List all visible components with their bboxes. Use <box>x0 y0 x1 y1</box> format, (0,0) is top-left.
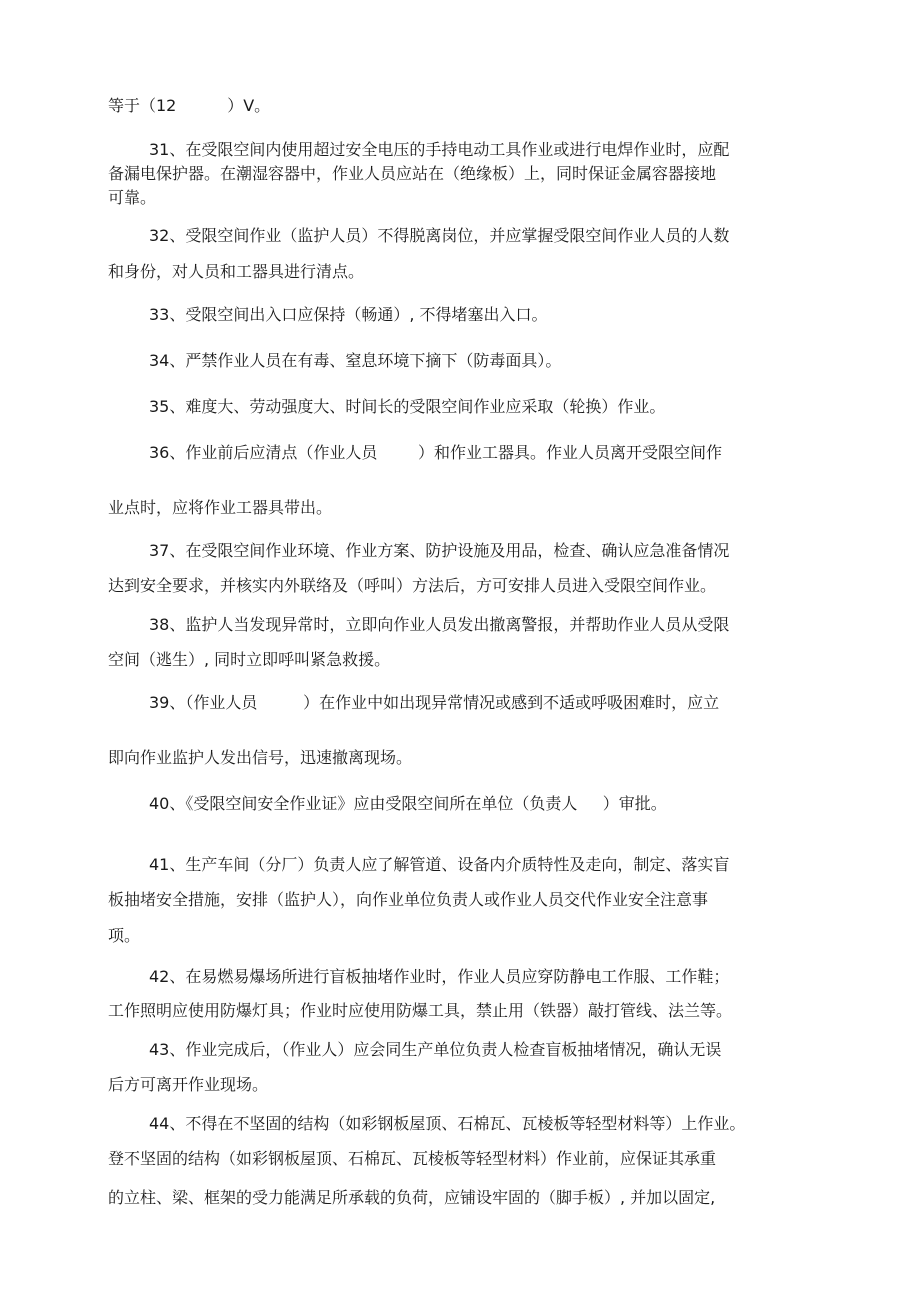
text-line: 业点时，应将作业工器具带出。 <box>108 498 333 517</box>
text-line: 31、在受限空间内使用超过安全电压的手持电动工具作业或进行电焊作业时，应配 <box>149 140 730 159</box>
text-line: 项。 <box>108 926 141 945</box>
text-line: 39、（作业人员 ）在作业中如出现异常情况或感到不适或呼吸困难时，应立 <box>149 693 720 712</box>
text-line: 和身份，对人员和工器具进行清点。 <box>108 262 365 281</box>
text-line: 板抽堵安全措施，安排（监护人），向作业单位负责人或作业人员交代作业安全注意事 <box>108 890 709 909</box>
text-line: 35、难度大、劳动强度大、时间长的受限空间作业应采取（轮换）作业。 <box>149 397 666 416</box>
text-line: 43、作业完成后，（作业人）应会同生产单位负责人检查盲板抽堵情况，确认无误 <box>149 1040 722 1059</box>
text-line: 工作照明应使用防爆灯具；作业时应使用防爆工具，禁止用（铁器）敲打管线、法兰等。 <box>108 1001 733 1020</box>
text-line: 38、监护人当发现异常时，立即向作业人员发出撤离警报，并帮助作业人员从受限 <box>149 615 730 634</box>
text-line: 可靠。 <box>108 188 157 207</box>
text-line: 40、《受限空间安全作业证》应由受限空间所在单位（负责人 ）审批。 <box>149 794 667 813</box>
text-line: 的立柱、梁、框架的受力能满足所承载的负荷，应铺设牢固的（脚手板）, 并加以固定, <box>108 1188 716 1207</box>
text-line: 后方可离开作业现场。 <box>108 1075 269 1094</box>
text-line: 44、不得在不坚固的结构（如彩钢板屋顶、石棉瓦、瓦棱板等轻型材料等）上作业。 <box>149 1114 746 1133</box>
text-line: 42、在易燃易爆场所进行盲板抽堵作业时，作业人员应穿防静电工作服、工作鞋； <box>149 967 730 986</box>
text-line: 32、受限空间作业（监护人员）不得脱离岗位，并应掌握受限空间作业人员的人数 <box>149 226 730 245</box>
text-line: 33、受限空间出入口应保持（畅通）, 不得堵塞出入口。 <box>149 305 548 324</box>
text-line: 备漏电保护器。在潮湿容器中，作业人员应站在（绝缘板）上，同时保证金属容器接地 <box>108 164 717 183</box>
text-line: 37、在受限空间作业环境、作业方案、防护设施及用品，检查、确认应急准备情况 <box>149 541 730 560</box>
text-line: 空间（逃生）, 同时立即呼叫紧急救援。 <box>108 650 391 669</box>
text-line: 达到安全要求，并核实内外联络及（呼叫）方法后，方可安排人员进入受限空间作业。 <box>108 576 717 595</box>
text-line: 登不坚固的结构（如彩钢板屋顶、石棉瓦、瓦棱板等轻型材料）作业前，应保证其承重 <box>108 1149 717 1168</box>
text-line: 41、生产车间（分厂）负责人应了解管道、设备内介质特性及走向，制定、落实盲 <box>149 855 730 874</box>
text-line: 36、作业前后应清点（作业人员 ）和作业工器具。作业人员离开受限空间作 <box>149 443 723 462</box>
text-line: 34、严禁作业人员在有毒、窒息环境下摘下（防毒面具）。 <box>149 351 562 370</box>
text-line: 即向作业监护人发出信号，迅速撤离现场。 <box>108 748 413 767</box>
text-line: 等于（12 ）V。 <box>108 96 271 115</box>
